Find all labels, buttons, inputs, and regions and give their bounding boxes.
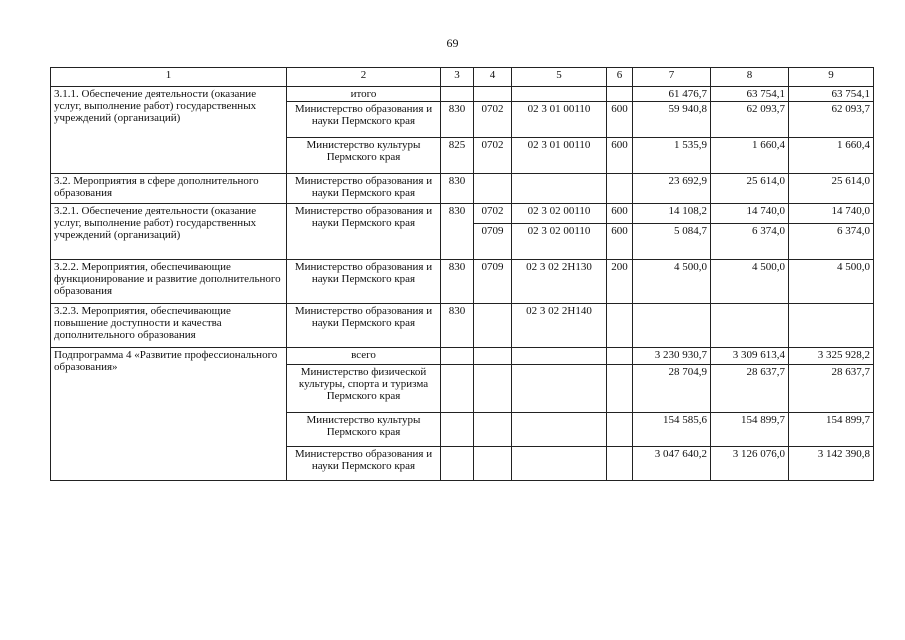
header-cell: 8	[711, 68, 789, 87]
value-cell: 23 692,9	[633, 174, 711, 204]
section-cell	[474, 87, 512, 102]
target-article-cell: 02 3 01 00110	[512, 138, 607, 174]
value-cell: 154 899,7	[789, 413, 874, 447]
value-cell: 28 637,7	[711, 365, 789, 413]
table-row	[51, 260, 874, 304]
program-item-cell: 3.2.2. Мероприятия, обеспечивающие функционирование и развитие дополнительного образования	[51, 260, 287, 304]
code-cell: 830	[441, 304, 474, 348]
expense-type-cell	[607, 365, 633, 413]
code-cell	[441, 87, 474, 102]
section-cell: 0709	[474, 224, 512, 260]
executor-cell: итого	[287, 87, 441, 102]
section-cell	[474, 365, 512, 413]
value-cell: 1 535,9	[633, 138, 711, 174]
program-item-cell: 3.2.3. Мероприятия, обеспечивающие повышение доступности и качества дополнительного образования	[51, 304, 287, 348]
value-cell: 4 500,0	[789, 260, 874, 304]
value-cell: 63 754,1	[711, 87, 789, 102]
target-article-cell: 02 3 02 2Н140	[512, 304, 607, 348]
table-row	[51, 304, 874, 348]
expense-type-cell: 600	[607, 102, 633, 138]
value-cell: 154 585,6	[633, 413, 711, 447]
code-cell	[441, 447, 474, 481]
value-cell: 3 126 076,0	[711, 447, 789, 481]
value-cell: 1 660,4	[789, 138, 874, 174]
expense-type-cell	[607, 174, 633, 204]
target-article-cell: 02 3 02 00110	[512, 204, 607, 224]
value-cell: 6 374,0	[711, 224, 789, 260]
value-cell: 59 940,8	[633, 102, 711, 138]
expense-type-cell	[607, 87, 633, 102]
value-cell: 3 142 390,8	[789, 447, 874, 481]
executor-cell: Министерство образования и науки Пермского края	[287, 447, 441, 481]
value-cell	[711, 304, 789, 348]
header-cell: 9	[789, 68, 874, 87]
section-cell	[474, 348, 512, 365]
target-article-cell: 02 3 01 00110	[512, 102, 607, 138]
expense-type-cell: 600	[607, 138, 633, 174]
value-cell: 1 660,4	[711, 138, 789, 174]
code-cell	[441, 413, 474, 447]
executor-cell: всего	[287, 348, 441, 365]
page-number: 69	[446, 36, 459, 50]
executor-cell: Министерство культуры Пермского края	[287, 138, 441, 174]
program-item-cell: 3.1.1. Обеспечение деятельности (оказание услуг, выполнение работ) государственных учреждений (организаций)	[51, 87, 287, 174]
value-cell	[789, 304, 874, 348]
value-cell: 3 309 613,4	[711, 348, 789, 365]
section-cell: 0702	[474, 138, 512, 174]
executor-cell: Министерство образования и науки Пермского края	[287, 174, 441, 204]
header-cell: 4	[474, 68, 512, 87]
target-article-cell: 02 3 02 00110	[512, 224, 607, 260]
executor-cell: Министерство образования и науки Пермского края	[287, 204, 441, 260]
expense-type-cell	[607, 304, 633, 348]
header-cell: 3	[441, 68, 474, 87]
section-cell	[474, 174, 512, 204]
executor-cell: Министерство культуры Пермского края	[287, 413, 441, 447]
value-cell	[633, 304, 711, 348]
executor-cell: Министерство образования и науки Пермского края	[287, 102, 441, 138]
target-article-cell	[512, 447, 607, 481]
target-article-cell	[512, 365, 607, 413]
executor-cell: Министерство образования и науки Пермского края	[287, 304, 441, 348]
value-cell: 63 754,1	[789, 87, 874, 102]
value-cell: 62 093,7	[789, 102, 874, 138]
header-cell: 6	[607, 68, 633, 87]
header-cell: 2	[287, 68, 441, 87]
target-article-cell	[512, 87, 607, 102]
target-article-cell	[512, 174, 607, 204]
program-item-cell: 3.2. Мероприятия в сфере дополнительного образования	[51, 174, 287, 204]
expense-type-cell	[607, 447, 633, 481]
value-cell: 4 500,0	[711, 260, 789, 304]
code-cell: 830	[441, 260, 474, 304]
value-cell: 14 740,0	[711, 204, 789, 224]
section-cell	[474, 447, 512, 481]
value-cell: 4 500,0	[633, 260, 711, 304]
budget-table	[50, 67, 874, 481]
code-cell: 825	[441, 138, 474, 174]
code-cell	[441, 348, 474, 365]
code-cell: 830	[441, 204, 474, 260]
code-cell: 830	[441, 102, 474, 138]
header-cell: 7	[633, 68, 711, 87]
table-row	[51, 348, 874, 365]
section-cell: 0702	[474, 102, 512, 138]
executor-cell: Министерство образования и науки Пермского края	[287, 260, 441, 304]
header-row	[51, 68, 874, 87]
header-cell: 1	[51, 68, 287, 87]
table-row	[51, 174, 874, 204]
value-cell: 61 476,7	[633, 87, 711, 102]
code-cell: 830	[441, 174, 474, 204]
table-row	[51, 204, 874, 224]
executor-cell: Министерство физической культуры, спорта и туризма Пермского края	[287, 365, 441, 413]
value-cell: 3 230 930,7	[633, 348, 711, 365]
expense-type-cell: 200	[607, 260, 633, 304]
expense-type-cell	[607, 413, 633, 447]
expense-type-cell: 600	[607, 204, 633, 224]
value-cell: 154 899,7	[711, 413, 789, 447]
value-cell: 25 614,0	[711, 174, 789, 204]
target-article-cell: 02 3 02 2Н130	[512, 260, 607, 304]
value-cell: 3 047 640,2	[633, 447, 711, 481]
section-cell: 0702	[474, 204, 512, 224]
program-item-cell: Подпрограмма 4 «Развитие профессионального образования»	[51, 348, 287, 481]
section-cell: 0709	[474, 260, 512, 304]
value-cell: 25 614,0	[789, 174, 874, 204]
table-row	[51, 87, 874, 102]
target-article-cell	[512, 348, 607, 365]
program-item-cell: 3.2.1. Обеспечение деятельности (оказание услуг, выполнение работ) государственных учреждений (организаций)	[51, 204, 287, 260]
value-cell: 5 084,7	[633, 224, 711, 260]
header-cell: 5	[512, 68, 607, 87]
value-cell: 62 093,7	[711, 102, 789, 138]
expense-type-cell: 600	[607, 224, 633, 260]
value-cell: 28 704,9	[633, 365, 711, 413]
expense-type-cell	[607, 348, 633, 365]
section-cell	[474, 413, 512, 447]
code-cell	[441, 365, 474, 413]
value-cell: 3 325 928,2	[789, 348, 874, 365]
value-cell: 6 374,0	[789, 224, 874, 260]
value-cell: 28 637,7	[789, 365, 874, 413]
target-article-cell	[512, 413, 607, 447]
section-cell	[474, 304, 512, 348]
value-cell: 14 740,0	[789, 204, 874, 224]
value-cell: 14 108,2	[633, 204, 711, 224]
